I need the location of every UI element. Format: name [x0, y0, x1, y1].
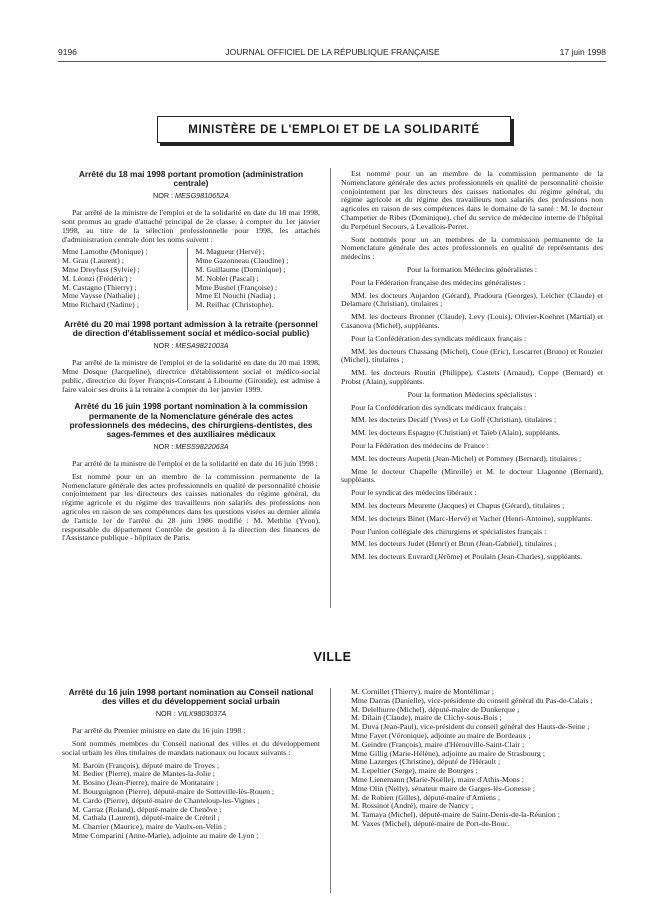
article-text: MM. les docteurs Routin (Philippe), Castets (Arnaud), Coppe (Bernard) et Probst (Alain), suppléants.: [341, 368, 603, 386]
article-text: MM. les docteurs Bronner (Claude), Levy (Louis), Olivier-Koehret (Martial) et Casanova (Michel), suppléants.: [341, 312, 603, 330]
article-text: MM. les docteurs Chassang (Michel), Coue (Eric), Lescarret (Bruno) et Rouzier (Michel), titulaires ;: [341, 346, 603, 365]
list-item: M. Rossinot (André), maire de Nancy ;: [351, 801, 474, 811]
nor-reference: NOR : MESA9821003A: [153, 341, 229, 351]
left-column-bottom: [62, 688, 320, 841]
article-text: Sont nommés membres du Conseil national des villes et du développement social urbain les élus titulaires de mandats nationaux ou locaux suivants :: [62, 739, 320, 757]
left-column-top: [62, 170, 320, 547]
list-item: M. Vaxes (Michel), député-maire de Port-de-Bouc.: [351, 818, 510, 828]
subheading: Pour la formation Médecins spécialistes :: [407, 389, 537, 399]
list-item: M. Duva (Jean-Paul), vice-président du conseil général des Hauts-de-Seine ;: [351, 722, 590, 732]
list-item: Mme Olin (Nelly), sénateur maire de Garges-lès-Gonesse ;: [351, 783, 535, 793]
list-item: M. Carraz (Roland), député-maire de Chenôve ;: [72, 804, 222, 814]
article-title: Arrêté du 18 mai 1998 portant promotion (administration centrale): [78, 169, 304, 189]
list-item: Mme Comparini (Anne-Marie), adjointe au maire de Lyon ;: [72, 830, 259, 840]
header-rule: [58, 61, 606, 62]
list-item: Mme Lienemann (Marie-Noëlle), maire d'Athis-Mons ;: [351, 774, 524, 784]
section-title: VILLE: [313, 650, 352, 664]
list-item: M. Geindre (François), maire d'Hérouville-Saint-Clair ;: [351, 739, 525, 749]
article-text: MM. les docteurs Decalf (Yves) et Le Goff (Christian), titulaires ;: [351, 415, 557, 425]
list-item: M. Delelhurre (Michel), député-maire de Dunkerque ;: [351, 704, 520, 714]
list-item: M. Lepeltier (Serge), maire de Bourges ;: [351, 766, 478, 776]
article-text: Est nommé pour un an membre de la commission permanente de la Nomenclature générale des actes professionnels en qualité de personnalité choisie conjointement par les directeurs des caisses nationales du régime général, du régime agricole et du régime des travailleurs non salariés des professions non agricoles en raison de ses compétences dans le domaine de la santé : M. le docteur Champetier de Ribes (Dominique), chef du service de médecine interne de l'hôpital du Perpétuel Secours, à Levallois-Perret.: [341, 169, 603, 231]
article-text: Par arrêté de la ministre de l'emploi et de la solidarité en date du 16 juin 1998 :: [72, 458, 318, 468]
list-item: M. Charrier (Maurice), maire de Vaulx-en-Velin ;: [72, 822, 227, 832]
article-text: Pour la Confédération des syndicats médicaux français :: [351, 402, 527, 412]
list-item: M. Baroin (François), député maire de Troyes ;: [72, 760, 220, 770]
nor-reference: NOR : MESS9822063A: [153, 442, 229, 452]
list-item: M. Dilain (Claude), maire de Clichy-sous-Bois ;: [351, 713, 502, 723]
names-left-column: Mme Lamothe (Monique) ; M. Grau (Laurent) ; Mme Dreyfuss (Sylvie) ; M. Léonzi (Frédéric) ; M. Castagno (Thierry) ; Mme Vaysse (Nathalie) ; Mme Richard (Nadine) ;: [62, 247, 148, 310]
member-list: [62, 762, 320, 841]
list-item: M. Bedier (Pierre), maire de Mantes-la-Jolie ;: [72, 769, 215, 779]
list-item: M. Cardo (Pierre), député-maire de Chanteloup-les-Vignes ;: [72, 795, 260, 805]
article-text: Pour la Fédération des médecins de France :: [351, 440, 489, 450]
article-title: Arrêté du 16 juin 1998 portant nomination à la commission permanente de la Nomenclature générale des actes professionnels des médecins, des chirurgiens-dentistes, des sages-femmes et des auxiliaires médicaux: [69, 401, 313, 439]
list-item: Mme Fayet (Véronique), adjointe au maire de Bordeaux ;: [351, 730, 531, 740]
member-list: [341, 688, 603, 829]
nor-reference: NOR : MESG9810652A: [153, 191, 229, 201]
article-text: Pour le syndicat des médecins libéraux :: [351, 488, 477, 498]
list-item: M. Bosino (Jean-Pierre), maire de Montataire ;: [72, 778, 219, 788]
list-item: Mme Lazerges (Christine), député de l'Hérault ;: [351, 757, 501, 767]
article-text: Par arrêté de la ministre de l'emploi et de la solidarité en date du 20 mai 1998, Mme Dosque (Jacqueline), directrice d'établissement social et médico-social public, directrice du foyer François-Constant à Libourne (Gironde), est admise à faire valoir ses droits à la retraite à compter du 1er janvier 1999.: [62, 358, 320, 394]
journal-title: JOURNAL OFFICIEL DE LA RÉPUBLIQUE FRANÇAISE: [225, 47, 440, 57]
article-text: Par arrêté de la ministre de l'emploi et de la solidarité en date du 18 mai 1998, sont promus au grade d'attaché principal de 2e classe, à compter du 1er janvier 1998, au titre de la sélection professionnelle pour 1998, les attachés d'administration centrale dont les noms suivent :: [62, 208, 320, 244]
article-text: Mme le docteur Chapelle (Mireille) et M. le docteur Llagonne (Bernard), suppléants.: [341, 466, 603, 485]
article-text: MM. les docteurs Judet (Henri) et Brun (Jean-Gabriel), titulaires ;: [351, 539, 557, 549]
ministry-banner: [157, 116, 511, 143]
list-item: Mme Darras (Danielle), vice-présidente du conseil général du Pas-de-Calais ;: [351, 695, 593, 705]
article-title: Arrêté du 16 juin 1998 portant nomination au Conseil national des villes et du développement social urbain: [68, 687, 314, 707]
list-item: M. Cornillet (Thierry), maire de Montélimar ;: [351, 687, 494, 696]
article-text: MM. les docteurs Aujardon (Gérard), Pradoura (Georges), Leicher (Claude) et Delamare (Christian), titulaires ;: [341, 290, 603, 309]
article-text: Pour l'union collégiale des chirurgiens et spécialistes français :: [351, 526, 547, 536]
article-text: MM. les docteurs Espagno (Christian) et Taïeb (Alain), suppléants.: [351, 428, 561, 438]
column-divider: [330, 168, 331, 608]
article-text: Pour la Fédération française des médecins généralistes :: [351, 277, 526, 287]
right-column-bottom: [341, 688, 603, 829]
column-divider: [330, 688, 331, 893]
article-text: Sont nommés pour un an membres de la commission permanente de la Nomenclature générale des actes professionnels en qualité de représentants des médecins :: [341, 234, 603, 262]
list-item: M. Tamaya (Michel), député-maire de Saint-Denis-de-la-Réunion ;: [351, 810, 560, 820]
article-text: Est nommé pour un an membre de la commission permanente de la Nomenclature générale des actes professionnels en qualité de personnalité choisie conjointement par les directeurs des caisses nationales du régime général, du régime agricole et du régime des travailleurs non salariés des professions non agricoles en raison de ses compétences dans les questions visées au dernier alinéa de l'article 1er de l'arrêté du 28 juin 1986 modifié : M. Methlie (Yvon), responsable du département Contrôle de gestion à la direction des finances de l'Assistance publique - hôpitaux de Paris.: [62, 471, 320, 543]
right-column-top: [341, 170, 603, 566]
subheading: Pour la formation Médecins généralistes :: [406, 264, 538, 274]
article-title: Arrêté du 20 mai 1998 portant admission à la retraite (personnel de direction d'établissement social et médico-social public): [64, 318, 318, 339]
page-number: 9196: [58, 47, 77, 57]
list-item: Mme Gillig (Marie-Hélène), adjointe au maire de Strasbourg ;: [351, 748, 546, 758]
article-text: MM. les docteurs Aupetit (Jean-Michel) et Pommey (Bernard), titulaires ;: [351, 453, 582, 463]
article-text: MM. les docteurs Meurette (Jacques) et Chapus (Gérard), titulaires ;: [351, 500, 565, 510]
list-item: M. Cathala (Laurent), député-maire de Créteil ;: [72, 813, 220, 823]
promoted-names: [62, 248, 320, 310]
list-item: M. Bourguignon (Pierre), député-maire de Sotteville-lès-Rouen ;: [72, 786, 275, 796]
list-item: M. de Robien (Gilles), député-maire d'Amiens ;: [351, 792, 501, 802]
article-text: MM. les docteurs Euvrard (Jérôme) et Poulain (Jean-Charles), suppléants.: [351, 552, 583, 562]
names-right-column: M. Magueur (Hervé) ; Mme Gazonneau (Claudine) ; M. Guillaume (Dominique) ; M. Noblet (Pascal) ; Mme Busnel (Françoise) ; Mme El Nouchi (Nadia) ; M. Reilhac (Christophe).: [187, 248, 321, 310]
issue-date: 17 juin 1998: [559, 47, 606, 57]
article-text: MM. les docteurs Binet (Marc-Hervé) et Vacher (Henri-Antoine), suppléants.: [351, 513, 593, 523]
nor-reference: NOR : VILX9803037A: [155, 709, 227, 719]
ministry-title: MINISTÈRE DE L'EMPLOI ET DE LA SOLIDARITÉ: [188, 123, 480, 136]
article-text: Par arrêté du Premier ministre en date du 16 juin 1998 :: [72, 726, 246, 736]
article-text: Pour la Confédération des syndicats médicaux français :: [351, 333, 527, 343]
